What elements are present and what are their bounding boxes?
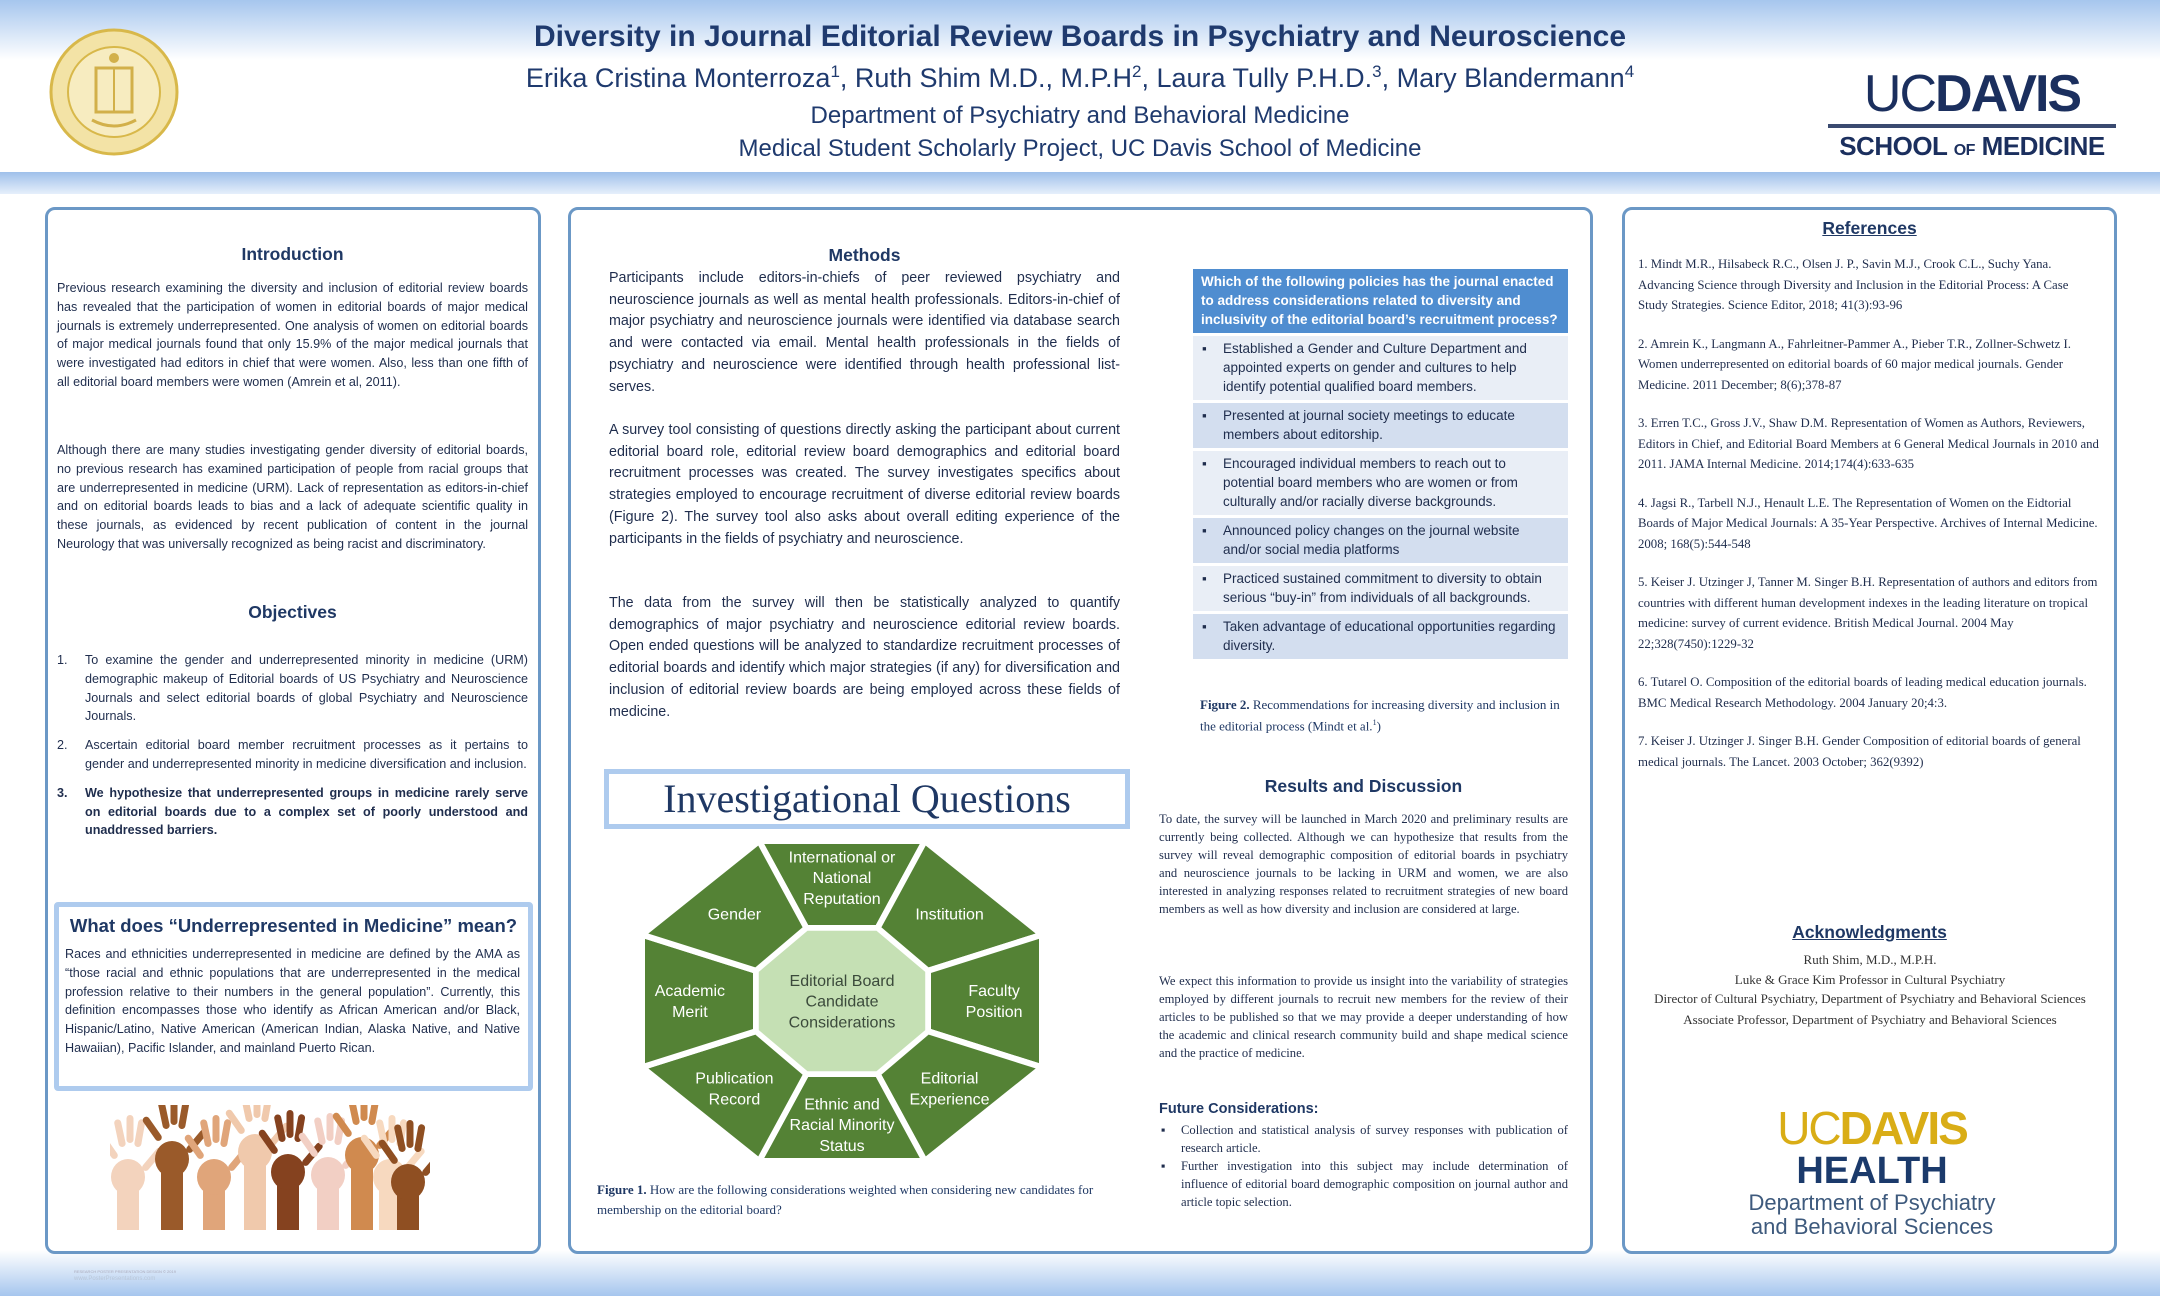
- policy-text: Encouraged individual members to reach out to potential board members who are women or from culturally and/or racially diverse backgrounds.: [1223, 456, 1518, 509]
- urm-text: Races and ethnicities underrepresented in medicine are defined by the AMA as “those racial and ethnic populations that are underrepresented in the medical profession relative to their numbers in the general population”. Currently, this definition encompasses those who identify as African American and/or Black, Hispanic/Latino, Native American (American Indian, Alaska Native, and Native Hawaiian), Pacific Islander, and mainland Puerto Rican.: [65, 947, 520, 1055]
- bullet: ▪: [1202, 523, 1207, 538]
- bullet: ▪: [1202, 341, 1207, 356]
- logo-davis: DAVIS: [1839, 1102, 1967, 1154]
- reference-item: 4. Jagsi R., Tarbell N.J., Henault L.E. The Representation of Women on the Eidtorial Boards of Major Medical Journals: A 35-Year Perspective. Archives of Internal Medicine. 2008; 168(5):544-548: [1638, 495, 2098, 551]
- future-item: [1159, 1121, 1568, 1157]
- uc-seal-logo: [48, 28, 180, 156]
- bullet: ▪: [1202, 619, 1207, 634]
- policy-row: [1193, 518, 1568, 563]
- separator: ,: [839, 63, 855, 93]
- future-considerations-list: [1159, 1121, 1568, 1211]
- affiliation-sup: 2: [1132, 62, 1142, 81]
- objective-text: We hypothesize that underrepresented groups in medicine rarely serve on editorial boards due to a complex set of poorly understood and unaddressed barriers.: [85, 785, 528, 838]
- author-list: [380, 62, 1780, 94]
- policy-text: Presented at journal society meetings to educate members about editorship.: [1223, 408, 1515, 442]
- segment-label: Institution: [915, 906, 984, 924]
- caption-end: ): [1376, 718, 1381, 734]
- affiliation-sup: 3: [1372, 62, 1382, 81]
- methods-paragraph: A survey tool consisting of questions directly asking the participant about current editorial board role, editorial review board demographics and editorial board recruitment processes was created. The survey investigates specifics about strategies employed to encourage recruitment of diverse editorial review boards (Figure 2). The survey tool also asks about overall editing experience of the participants in the fields of psychiatry and neuroscience.: [609, 422, 1120, 547]
- item-number: 2.: [57, 738, 68, 753]
- footer-gradient: [0, 1250, 2160, 1296]
- project-affiliation: Medical Student Scholarly Project, UC Davis School of Medicine: [738, 135, 1422, 162]
- policy-text: Announced policy changes on the journal website and/or social media platforms: [1223, 523, 1520, 557]
- header-divider-band: [0, 172, 2160, 194]
- reference-item: 3. Erren T.C., Gross J.V., Shaw D.M. Representation of Women as Authors, Reviewers, Editors in Chief, and Editorial Board Members at 6 General Medical Journals in 2010 and 2011. JAMA Internal Medicine. 2014;174(4):633-635: [1638, 416, 2099, 471]
- urm-definition-box: [54, 902, 533, 1091]
- ack-line: Luke & Grace Kim Professor in Cultural Psychiatry: [1734, 972, 2006, 987]
- separator: ,: [1381, 63, 1397, 93]
- objective-text: Ascertain editorial board member recruitment processes as it pertains to gender and underrepresented minority in medicine diversification and inclusion.: [85, 738, 528, 771]
- reference-item: 5. Keiser J. Utzinger J, Tanner M. Singer B.H. Representation of authors and editors from countries with different human development indexes in the leading literature on tropical medicine: survey of current evidence. British Medical Journal. 2004 May 22;328(7450):1229-32: [1638, 575, 2098, 651]
- results-heading: Results and Discussion: [1264, 776, 1463, 796]
- future-item-text: Collection and statistical analysis of survey responses with publication of research article.: [1181, 1123, 1568, 1155]
- logo-health: HEALTH: [1796, 1150, 1948, 1192]
- hand: [141, 1105, 208, 1230]
- logo-school: SCHOOL: [1839, 131, 1947, 161]
- logo-of: OF: [1953, 142, 1975, 159]
- references-list: [1638, 254, 2100, 790]
- reference-item: 7. Keiser J. Utzinger J. Singer B.H. Gender Composition of editorial boards of general medical journals. The Lancet. 2003 October; 362(9392): [1638, 734, 2081, 769]
- objective-text: To examine the gender and underrepresented minority in medicine (URM) demographic makeup of Editorial boards of US Psychiatry and Neuroscience Journals and select editorial boards of global Psychiatry and Neuroscience Journals.: [85, 653, 528, 724]
- segment-label: Gender: [707, 906, 762, 924]
- logo-uc: UC: [1863, 65, 1936, 123]
- bullet: ▪: [1202, 571, 1207, 586]
- logo-dept-line: and Behavioral Sciences: [1750, 1214, 1994, 1239]
- author-name: Laura Tully P.H.D.: [1156, 63, 1373, 93]
- introduction-paragraph: Previous research examining the diversity and inclusion of editorial review boards has revealed that the participation of women in editorial boards of major medical journals is extremely underrepresented. One analysis of women on editorial boards of major medical journals found that only 15.9% of the major medical journals that were investigated had editors in chief that were women. Also, less than one fifth of all editorial board members were women (Amrein et al, 2011).: [57, 281, 528, 389]
- methods-paragraph: Participants include editors-in-chiefs of peer reviewed psychiatry and neuroscience journals as well as mental health professionals. Editors-in-chief of major psychiatry and neuroscience journals were identified via database search and were contacted via email. Mental health professionals in the fields of psychiatry and neuroscience were identified through health professional list-serves.: [609, 270, 1120, 395]
- logo-davis: DAVIS: [1935, 65, 2081, 123]
- future-item: [1159, 1157, 1568, 1211]
- policy-row: [1193, 336, 1568, 400]
- segment-label: International or National Reputation: [788, 849, 896, 908]
- future-item-text: Further investigation into this subject may include determination of influence of editorial board demographic composition on journal author and article topic selection.: [1181, 1159, 1568, 1209]
- caption-text: Recommendations for increasing diversity and inclusion in the editorial process (Mindt et al.: [1200, 697, 1560, 734]
- figure2-caption: [1200, 696, 1570, 735]
- objective-item: [57, 784, 528, 840]
- affiliation-sup: 4: [1624, 62, 1635, 81]
- policies-question: Which of the following policies has the journal enacted to address considerations related to diversity and inclusivity of the editorial board’s recruitment process?: [1193, 269, 1568, 333]
- logo-medicine: MEDICINE: [1981, 131, 2105, 161]
- ucdavis-health-logo: [1722, 1102, 2022, 1239]
- caption-label: Figure 2.: [1200, 697, 1250, 712]
- reference-item: 2. Amrein K., Langmann A., Fahrleitner-Pammer A., Pieber T.R., Zollner-Schwetz I. Women underrepresented on editorial boards of 60 major medical journals. Gender Medicine. 2011 December; 8(6);378-87: [1638, 336, 2071, 392]
- bullet: ▪: [1161, 1159, 1166, 1173]
- separator: ,: [1141, 63, 1157, 93]
- logo-uc: UC: [1777, 1102, 1840, 1154]
- logo-dept-line: Department of Psychiatry: [1748, 1190, 1996, 1215]
- item-number: 3.: [57, 785, 68, 800]
- acknowledgments-text: [1640, 950, 2100, 1030]
- investigational-questions-heading: Investigational Questions: [604, 769, 1130, 829]
- footer-website[interactable]: www.PosterPresentations.com: [74, 1276, 156, 1282]
- policy-row: [1193, 566, 1568, 611]
- policies-table: [1193, 269, 1568, 659]
- objective-item: [57, 736, 528, 774]
- affiliation-sup: 1: [830, 62, 840, 81]
- ack-line: Associate Professor, Department of Psychiatry and Behavioral Sciences: [1683, 1012, 2057, 1027]
- segment-label: Editorial Experience: [909, 1070, 990, 1109]
- objective-item: [57, 651, 528, 726]
- caption-sup: 1: [1372, 718, 1377, 727]
- reference-item: 6. Tutarel O. Composition of the editorial boards of leading medical education journals. BMC Medical Research Methodology. 2004 January 20;4:3.: [1638, 675, 2087, 710]
- department: Department of Psychiatry and Behavioral Medicine: [810, 102, 1350, 129]
- ack-line: Director of Cultural Psychiatry, Department of Psychiatry and Behavioral Sciences: [1654, 991, 2086, 1006]
- acknowledgments-heading: Acknowledgments: [1792, 922, 1947, 942]
- references-heading: References: [1822, 218, 1917, 238]
- bullet: ▪: [1161, 1123, 1166, 1137]
- poster-title: Diversity in Journal Editorial Review Boards in Psychiatry and Neuroscience: [533, 20, 1627, 53]
- objectives-list: [57, 651, 528, 850]
- considerations-octagon-diagram: [636, 836, 1048, 1167]
- figure1-caption: [597, 1180, 1117, 1220]
- policy-row: [1193, 451, 1568, 515]
- policy-row: [1193, 614, 1568, 659]
- footer-copyright: RESEARCH POSTER PRESENTATION DESIGN © 2019: [74, 1269, 176, 1274]
- future-considerations-heading: Future Considerations:: [1159, 1101, 1319, 1117]
- segment-label: Ethnic and Racial Minority Status: [789, 1096, 895, 1155]
- bullet: ▪: [1202, 456, 1207, 471]
- urm-heading: What does “Underrepresented in Medicine” mean?: [69, 915, 518, 936]
- author-name: Mary Blandermann: [1396, 63, 1625, 93]
- methods-heading: Methods: [828, 245, 901, 265]
- methods-paragraph: The data from the survey will then be statistically analyzed to quantify demographics of major psychiatry and neuroscience editorial review boards. Open ended questions will be analyzed to standardize recruitment processes of editorial boards and identify which major strategies (if any) for diversification and inclusion of editorial review boards are being employed across these fields of medicine.: [609, 595, 1120, 720]
- raised-hands-illustration: [110, 1105, 430, 1230]
- segment-label: Academic Merit: [654, 983, 726, 1021]
- caption-text: How are the following considerations weighted when considering new candidates for membership on the editorial board?: [597, 1182, 1094, 1217]
- introduction-paragraph: Although there are many studies investigating gender diversity of editorial boards, no previous research has examined participation of people from racial groups that are underrepresented in medicine (URM). Lack of representation as editors-in-chief and on editorial boards leads to bias and a lack of adequate scientific quality in these journals, as evidenced by recent publication of content in the journal Neurology that was universally recognized as being racist and discriminatory.: [57, 443, 528, 551]
- policy-text: Established a Gender and Culture Department and appointed experts on gender and cultures to help identify potential qualified board members.: [1223, 341, 1527, 394]
- policy-text: Practiced sustained commitment to diversity to obtain serious “buy-in” from individuals of all backgrounds.: [1223, 571, 1542, 605]
- results-paragraph: We expect this information to provide us insight into the variability of strategies employed by different journals to recruit new members for the review of their articles to be published so that we may provide a deeper understanding of how the academic and clinical research community build and shape medical science and the practice of medicine.: [1159, 974, 1568, 1060]
- results-paragraph: To date, the survey will be launched in March 2020 and preliminary results are currently being collected. Although we can hypothesize that results from the survey will reveal demographic composition of editorial boards in psychiatry and neuroscience journals to be lacking in URM and women, we are also interested in analyzing responses related to recruitment strategies of new board members as well as how diversity and inclusion are considered at large.: [1159, 812, 1568, 916]
- segment-label: Publication Record: [695, 1070, 774, 1109]
- author-name: Ruth Shim M.D., M.P.H: [854, 63, 1132, 93]
- caption-label: Figure 1.: [597, 1182, 647, 1197]
- ucdavis-som-logo: [1822, 65, 2122, 165]
- bullet: ▪: [1202, 408, 1207, 423]
- center-label: Editorial Board Candidate Considerations: [788, 972, 896, 1032]
- policy-text: Taken advantage of educational opportunities regarding diversity.: [1223, 619, 1556, 653]
- introduction-heading: Introduction: [241, 244, 344, 264]
- author-name: Erika Cristina Monterroza: [525, 63, 831, 93]
- objectives-heading: Objectives: [248, 602, 337, 622]
- policy-row: [1193, 403, 1568, 448]
- segment-label: Faculty Position: [965, 983, 1023, 1021]
- ack-line: Ruth Shim, M.D., M.P.H.: [1803, 952, 1937, 967]
- item-number: 1.: [57, 653, 68, 667]
- reference-item: 1. Mindt M.R., Hilsabeck R.C., Olsen J. P., Savin M.J., Crook C.L., Suchy Yana. Advancing Science through Diversity and Inclusion in the Editorial Process: A Case Study Strategies. Science Editor, 2018; 41(3):93-96: [1638, 257, 2069, 312]
